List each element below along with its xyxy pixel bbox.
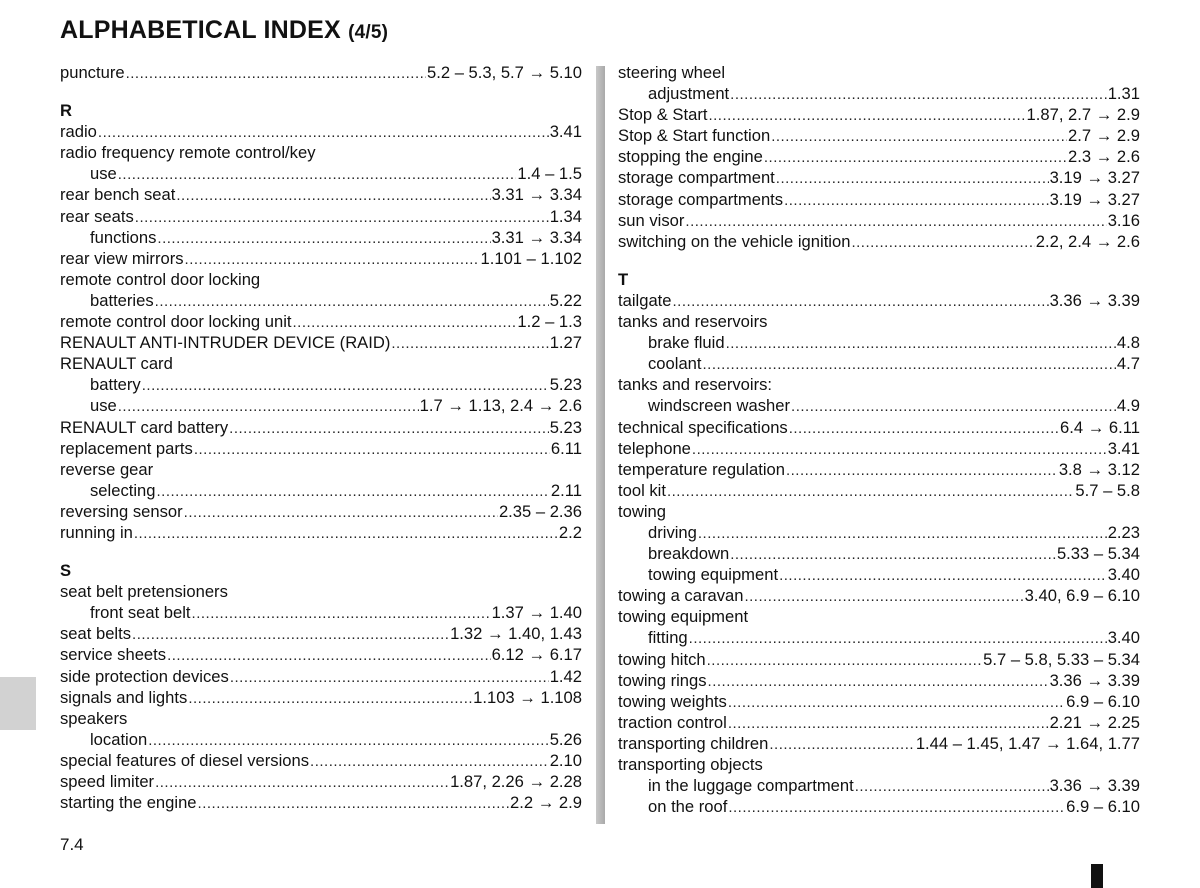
entry-page-ref: 1.4 – 1.5: [517, 164, 582, 184]
entry-term: coolant: [648, 354, 702, 374]
entry-page-ref: 3.16: [1107, 210, 1140, 230]
dot-leader: [118, 396, 419, 416]
index-subentry: [60, 163, 582, 184]
dot-leader: [126, 63, 426, 83]
index-entry-heading: remote control door locking: [60, 269, 261, 289]
dot-leader: [157, 481, 550, 501]
dot-leader: [708, 671, 1049, 691]
index-entry-heading: speakers: [60, 708, 128, 728]
entry-page-ref: 6.12 → 6.17: [491, 645, 582, 665]
index-letter-heading: S: [60, 561, 72, 581]
dot-leader: [98, 122, 549, 142]
entry-term: running in: [60, 522, 133, 542]
dot-leader: [293, 312, 517, 332]
entry-page-ref: 6.4 → 6.11: [1060, 417, 1140, 437]
entry-term: remote control door locking unit: [60, 312, 292, 332]
entry-term: special features of diesel versions: [60, 750, 310, 770]
dot-leader: [198, 793, 510, 813]
entry-term: on the roof: [648, 797, 728, 817]
dot-leader: [134, 523, 558, 543]
index-entry: [618, 231, 1140, 252]
index-entry: [618, 480, 1140, 501]
entry-page-ref: 3.31 → 3.34: [491, 185, 582, 205]
index-subentry: [60, 374, 582, 395]
index-entry: [618, 167, 1140, 188]
entry-page-ref: 2.21 → 2.25: [1049, 712, 1140, 732]
index-subentry: [618, 564, 1140, 585]
dot-leader: [667, 481, 1074, 501]
entry-page-ref: 1.27: [549, 333, 582, 353]
entry-page-ref: 1.37 → 1.40: [491, 603, 582, 623]
entry-term: transporting children: [618, 733, 769, 753]
index-column-right: [618, 62, 1140, 817]
entry-term: batteries: [90, 290, 154, 310]
entry-page-ref: 3.36 → 3.39: [1049, 670, 1140, 690]
dot-leader: [851, 232, 1034, 252]
entry-term: radio: [60, 122, 97, 142]
entry-term: Stop & Start function: [618, 126, 771, 146]
dot-leader: [310, 751, 549, 771]
index-entry: [618, 670, 1140, 691]
dot-leader: [771, 126, 1067, 146]
index-entry: [60, 750, 582, 771]
dot-leader: [229, 418, 549, 438]
entry-term: in the luggage compartment: [648, 776, 854, 796]
entry-page-ref: 1.7 → 1.13, 2.4 → 2.6: [419, 396, 582, 416]
index-entry: [60, 666, 582, 687]
dot-leader: [673, 291, 1049, 311]
dot-leader: [698, 523, 1107, 543]
entry-page-ref: 1.87, 2.7 → 2.9: [1026, 105, 1140, 125]
index-subentry: [60, 602, 582, 623]
index-entry: [618, 189, 1140, 210]
dot-leader: [769, 734, 914, 754]
entry-term: towing a caravan: [618, 586, 744, 606]
entry-term: functions: [90, 227, 157, 247]
entry-term: use: [90, 396, 117, 416]
entry-page-ref: 2.11: [550, 480, 582, 500]
entry-term: towing weights: [618, 691, 727, 711]
entry-term: RENAULT ANTI-INTRUDER DEVICE (RAID): [60, 333, 391, 353]
entry-page-ref: 2.35 – 2.36: [498, 501, 582, 521]
index-entry: [60, 184, 582, 205]
entry-page-ref: 3.8 → 3.12: [1058, 459, 1140, 479]
index-entry: [618, 712, 1140, 733]
dot-leader: [786, 460, 1058, 480]
entry-term: RENAULT card battery: [60, 417, 229, 437]
entry-term: fitting: [648, 628, 688, 648]
entry-page-ref: 2.2: [558, 522, 582, 542]
dot-leader: [132, 624, 449, 644]
index-entry: [618, 146, 1140, 167]
entry-page-ref: 5.23: [549, 417, 582, 437]
dot-leader: [167, 645, 491, 665]
entry-term: storage compartments: [618, 189, 784, 209]
dot-leader: [135, 207, 549, 227]
entry-page-ref: 5.26: [549, 729, 582, 749]
index-subentry: [618, 332, 1140, 353]
index-entry: [618, 417, 1140, 438]
entry-term: tailgate: [618, 290, 672, 310]
entry-page-ref: 3.41: [549, 122, 582, 142]
index-entry: [618, 459, 1140, 480]
entry-term: speed limiter: [60, 772, 155, 791]
dot-leader: [118, 164, 517, 184]
dot-leader: [776, 168, 1049, 188]
entry-term: tool kit: [618, 480, 666, 500]
entry-page-ref: 1.44 – 1.45, 1.47 → 1.64, 1.77: [915, 733, 1140, 753]
index-entry: [60, 62, 582, 83]
entry-term: breakdown: [648, 544, 730, 564]
dot-leader: [692, 439, 1107, 459]
index-subentry: [618, 796, 1140, 817]
index-entry: [60, 792, 582, 813]
index-entry-heading: towing equipment: [618, 607, 749, 627]
dot-leader: [155, 772, 449, 792]
dot-leader: [764, 147, 1067, 167]
index-entry: [60, 417, 582, 438]
entry-term: switching on the vehicle ignition: [618, 231, 851, 251]
dot-leader: [155, 291, 549, 311]
index-entry: [60, 687, 582, 708]
dot-leader: [689, 628, 1107, 648]
dot-leader: [188, 688, 472, 708]
entry-term: brake fluid: [648, 333, 725, 353]
index-entry: [60, 644, 582, 665]
entry-page-ref: 4.8: [1116, 333, 1140, 353]
dot-leader: [789, 418, 1059, 438]
entry-page-ref: 3.36 → 3.39: [1049, 776, 1140, 796]
page-title-text: ALPHABETICAL INDEX: [60, 16, 341, 44]
entry-term: rear bench seat: [60, 185, 176, 205]
entry-page-ref: 6.9 – 6.10: [1066, 691, 1140, 711]
index-entry-heading: RENAULT card: [60, 354, 173, 374]
entry-term: side protection devices: [60, 666, 229, 686]
dot-leader: [707, 650, 983, 670]
index-entry: [60, 121, 582, 142]
entry-term: storage compartment: [618, 168, 775, 188]
entry-page-ref: 1.32 → 1.40, 1.43: [450, 624, 582, 644]
entry-term: battery: [90, 375, 141, 395]
dot-leader: [148, 730, 549, 750]
index-subentry: [618, 83, 1140, 104]
dot-leader: [726, 333, 1116, 353]
index-entry: [618, 585, 1140, 606]
chapter-tab-marker: [0, 677, 36, 730]
entry-page-ref: 1.101 – 1.102: [480, 248, 582, 268]
entry-page-ref: 3.36 → 3.39: [1049, 290, 1140, 310]
entry-page-ref: 5.7 – 5.8, 5.33 – 5.34: [983, 649, 1140, 669]
index-entry-heading: steering wheel: [618, 63, 726, 82]
index-entry: [618, 210, 1140, 231]
entry-term: windscreen washer: [648, 396, 791, 416]
entry-page-ref: 6.9 – 6.10: [1066, 797, 1140, 817]
entry-page-ref: 3.31 → 3.34: [491, 227, 582, 247]
index-entry: [618, 125, 1140, 146]
index-entry: [60, 332, 582, 353]
index-subentry: [60, 227, 582, 248]
index-subentry: [60, 729, 582, 750]
entry-page-ref: 5.22: [549, 290, 582, 310]
entry-term: replacement parts: [60, 438, 193, 458]
entry-term: starting the engine: [60, 793, 197, 813]
entry-term: telephone: [618, 438, 691, 458]
index-letter-heading: R: [60, 101, 72, 121]
index-entry-heading: tanks and reservoirs: [618, 312, 768, 332]
dot-leader: [779, 565, 1107, 585]
entry-page-ref: 5.7 – 5.8: [1075, 480, 1140, 500]
dot-leader: [192, 603, 491, 623]
entry-page-ref: 1.34: [549, 206, 582, 226]
entry-page-ref: 1.103 → 1.108: [473, 687, 582, 707]
index-entry: [618, 438, 1140, 459]
entry-page-ref: 3.19 → 3.27: [1049, 168, 1140, 188]
index-subentry: [60, 395, 582, 416]
entry-term: towing hitch: [618, 649, 706, 669]
index-subentry: [618, 395, 1140, 416]
entry-page-ref: 5.2 – 5.3, 5.7 → 5.10: [427, 63, 582, 82]
entry-page-ref: 2.10: [549, 750, 582, 770]
index-entry-heading: seat belt pretensioners: [60, 582, 228, 602]
page-corner-mark: [1091, 864, 1103, 888]
entry-page-ref: 3.40, 6.9 – 6.10: [1024, 586, 1140, 606]
column-divider: [596, 66, 605, 824]
dot-leader: [730, 544, 1056, 564]
index-entry: [618, 733, 1140, 754]
dot-leader: [744, 586, 1023, 606]
index-entry: [60, 771, 582, 792]
index-entry-heading: towing: [618, 501, 666, 521]
entry-term: reversing sensor: [60, 501, 183, 521]
index-entry: [618, 290, 1140, 311]
entry-term: sun visor: [618, 210, 685, 230]
entry-term: towing rings: [618, 670, 707, 690]
index-entry: [618, 104, 1140, 125]
entry-term: puncture: [60, 63, 125, 82]
index-entry: [60, 311, 582, 332]
dot-leader: [791, 396, 1116, 416]
dot-leader: [730, 84, 1107, 104]
entry-page-ref: 1.2 – 1.3: [517, 312, 582, 332]
entry-page-ref: 2.2, 2.4 → 2.6: [1035, 231, 1140, 251]
entry-page-ref: 4.7: [1116, 354, 1140, 374]
entry-page-ref: 1.42: [549, 666, 582, 686]
index-entry: [60, 623, 582, 644]
dot-leader: [230, 667, 549, 687]
entry-term: rear seats: [60, 206, 134, 226]
index-entry: [60, 206, 582, 227]
entry-term: use: [90, 164, 117, 184]
dot-leader: [157, 228, 490, 248]
entry-page-ref: 2.7 → 2.9: [1068, 126, 1140, 146]
entry-page-ref: 3.40: [1107, 628, 1140, 648]
dot-leader: [685, 211, 1106, 231]
entry-page-ref: 3.40: [1107, 565, 1140, 585]
entry-term: stopping the engine: [618, 147, 763, 167]
index-subentry: [618, 543, 1140, 564]
dot-leader: [185, 249, 480, 269]
index-entry: [618, 649, 1140, 670]
entry-page-ref: 1.87, 2.26 → 2.28: [450, 772, 582, 791]
entry-page-ref: 2.3 → 2.6: [1068, 147, 1140, 167]
entry-term: signals and lights: [60, 687, 188, 707]
entry-term: traction control: [618, 712, 727, 732]
entry-page-ref: 1.31: [1107, 84, 1140, 104]
index-column-left: [60, 62, 582, 813]
entry-term: location: [90, 729, 148, 749]
entry-term: selecting: [90, 480, 156, 500]
entry-term: adjustment: [648, 84, 730, 104]
index-entry: [60, 248, 582, 269]
index-entry-heading: tanks and reservoirs:: [618, 375, 773, 395]
index-entry: [60, 438, 582, 459]
dot-leader: [728, 713, 1049, 733]
index-subentry: [60, 290, 582, 311]
entry-term: Stop & Start: [618, 105, 708, 125]
index-entry: [60, 522, 582, 543]
entry-term: towing equipment: [648, 565, 779, 585]
entry-term: service sheets: [60, 645, 167, 665]
entry-page-ref: 2.23: [1107, 522, 1140, 542]
index-entry: [60, 501, 582, 522]
dot-leader: [184, 502, 498, 522]
index-subentry: [618, 775, 1140, 796]
page-title: [60, 16, 388, 45]
entry-term: driving: [648, 522, 697, 542]
index-subentry: [618, 353, 1140, 374]
dot-leader: [708, 105, 1025, 125]
entry-page-ref: 3.19 → 3.27: [1049, 189, 1140, 209]
page-number: 7.4: [60, 835, 84, 854]
entry-term: front seat belt: [90, 603, 191, 623]
entry-page-ref: 6.11: [550, 438, 582, 458]
dot-leader: [728, 797, 1065, 817]
entry-page-ref: 2.2 → 2.9: [510, 793, 582, 813]
dot-leader: [142, 375, 549, 395]
index-subentry: [60, 480, 582, 501]
dot-leader: [391, 333, 548, 353]
index-subentry: [618, 522, 1140, 543]
dot-leader: [855, 776, 1049, 796]
dot-leader: [703, 354, 1116, 374]
entry-term: temperature regulation: [618, 459, 785, 479]
dot-leader: [728, 692, 1065, 712]
entry-page-ref: 4.9: [1116, 396, 1140, 416]
entry-term: technical specifications: [618, 417, 788, 437]
index-letter-heading: T: [618, 269, 629, 289]
index-entry: [618, 691, 1140, 712]
dot-leader: [194, 439, 550, 459]
entry-page-ref: 3.41: [1107, 438, 1140, 458]
dot-leader: [784, 190, 1048, 210]
entry-term: rear view mirrors: [60, 248, 184, 268]
entry-term: seat belts: [60, 624, 132, 644]
index-entry-heading: reverse gear: [60, 459, 154, 479]
index-entry-heading: transporting objects: [618, 755, 763, 774]
entry-page-ref: 5.23: [549, 375, 582, 395]
entry-page-ref: 5.33 – 5.34: [1056, 544, 1140, 564]
index-entry-heading: radio frequency remote control/key: [60, 143, 316, 163]
dot-leader: [176, 185, 490, 205]
index-subentry: [618, 627, 1140, 648]
page-title-part: (4/5): [348, 22, 389, 43]
